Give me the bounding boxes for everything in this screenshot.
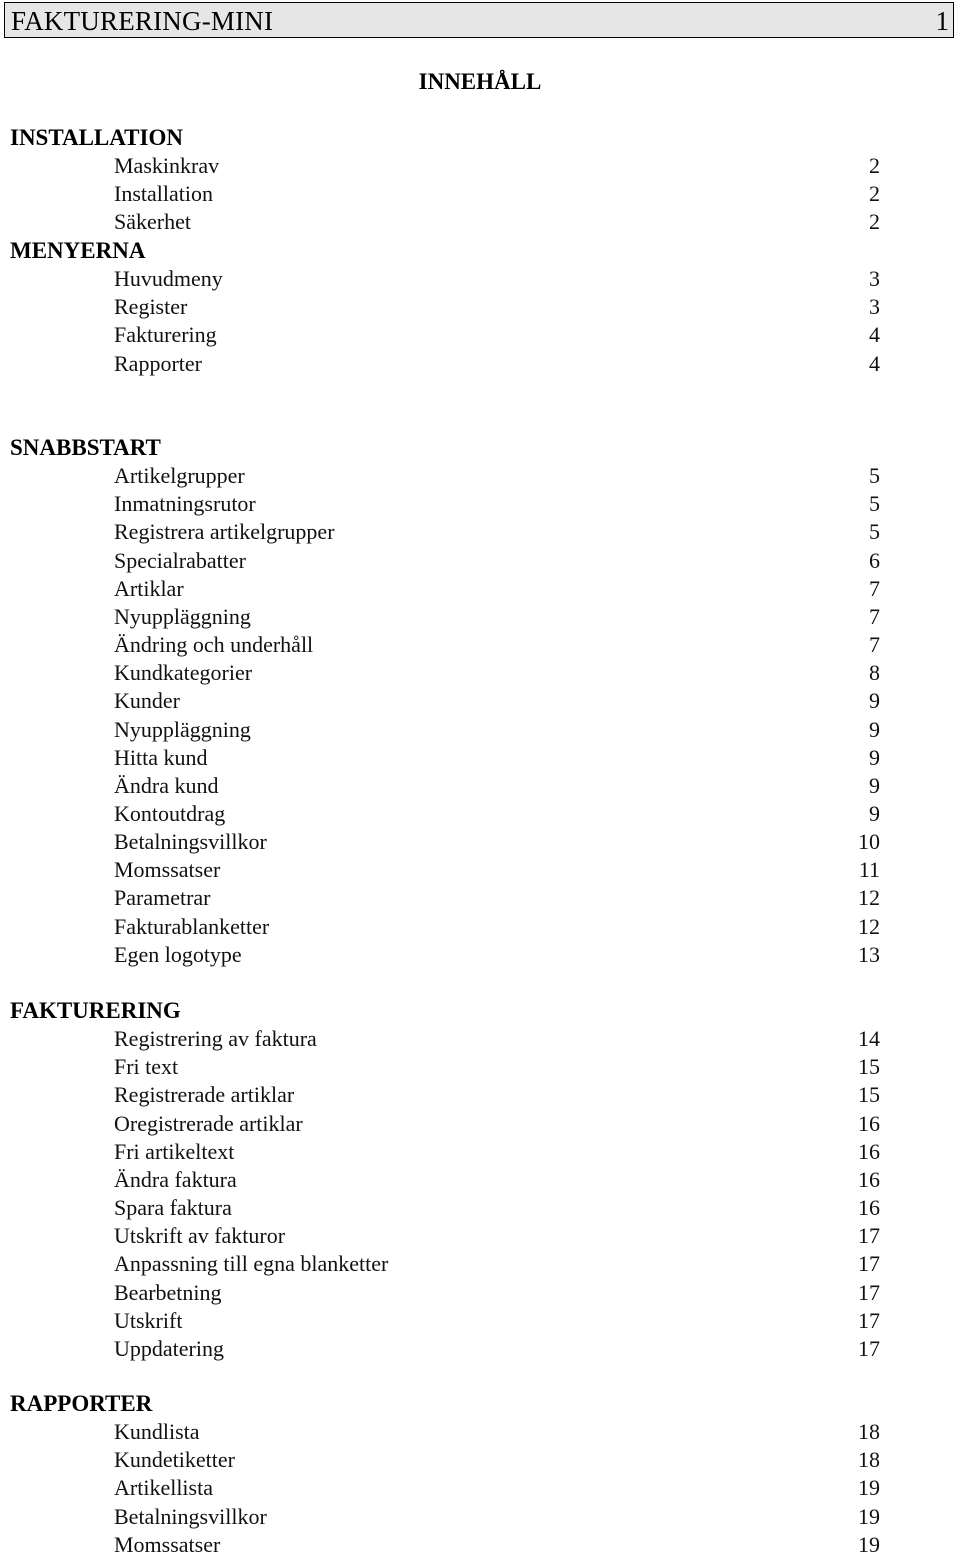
toc-entry-page: 15 [858, 1054, 880, 1080]
toc-entry [0, 1446, 960, 1474]
toc-entry-page: 3 [869, 266, 880, 292]
toc-entry [0, 1279, 960, 1307]
toc-entry-page: 10 [858, 829, 880, 855]
toc-entry-page: 9 [869, 716, 880, 742]
toc-entry-label: Bearbetning [114, 1279, 222, 1305]
toc-section [0, 997, 960, 1025]
toc-entry-label: Kundkategorier [114, 660, 253, 686]
toc-entry-page: 9 [869, 688, 880, 714]
toc-entry-page: 12 [858, 913, 880, 939]
toc-entry [0, 293, 960, 321]
toc-entry-page: 18 [858, 1419, 880, 1445]
toc-entry-page: 5 [869, 463, 880, 489]
toc-entry [0, 1166, 960, 1194]
toc-entry-label: Fakturablanketter [114, 913, 270, 939]
toc-entry-label: Ändra faktura [114, 1166, 237, 1192]
toc-entry-label: Artikellista [114, 1475, 213, 1501]
toc-entry-label: Maskinkrav [114, 153, 220, 179]
toc-entry-page: 4 [869, 350, 880, 376]
toc-entry-page: 7 [869, 632, 880, 658]
toc-entry-label: Säkerhet [114, 209, 191, 235]
toc-entry [0, 1250, 960, 1278]
toc-entry-page: 9 [869, 772, 880, 798]
toc-entry [0, 547, 960, 575]
toc-entry-label: Registrering av faktura [114, 1026, 317, 1052]
toc-section-title: RAPPORTER [10, 1391, 153, 1416]
toc-entry-label: Betalningsvillkor [114, 1503, 267, 1529]
toc-entry-label: Ändra kund [114, 772, 219, 798]
toc-section-title: MENYERNA [10, 238, 146, 263]
toc-entry-label: Utskrift [114, 1307, 183, 1333]
toc-entry-label: Inmatningsrutor [114, 491, 256, 517]
toc-entry-label: Hitta kund [114, 744, 208, 770]
toc-entry [0, 941, 960, 969]
toc-entry-label: Fakturering [114, 322, 217, 348]
toc-entry [0, 828, 960, 856]
toc-entry-page: 17 [858, 1279, 880, 1305]
toc-entry [0, 265, 960, 293]
toc-entry [0, 884, 960, 912]
toc-entry-label: Kontoutdrag [114, 800, 226, 826]
toc-entry-label: Betalningsvillkor [114, 829, 267, 855]
toc-entry [0, 716, 960, 744]
toc-entry-page: 2 [869, 209, 880, 235]
toc-entry-label: Specialrabatter [114, 547, 246, 573]
toc-entry-label: Registrera artikelgrupper [114, 519, 335, 545]
page-header [4, 2, 954, 38]
toc-entry-page: 17 [858, 1335, 880, 1361]
page-number: 1 [935, 6, 949, 36]
toc-entry-label: Registrerade artiklar [114, 1082, 295, 1108]
toc-entry [0, 208, 960, 236]
toc-entry [0, 575, 960, 603]
toc-entry [0, 1138, 960, 1166]
toc-entry-label: Nyuppläggning [114, 716, 251, 742]
toc-entry-page: 16 [858, 1138, 880, 1164]
toc-entry-label: Kunder [114, 688, 180, 714]
toc-entry-page: 19 [858, 1475, 880, 1501]
toc-entry [0, 490, 960, 518]
toc-entry [0, 1081, 960, 1109]
toc-entry-label: Parametrar [114, 885, 211, 911]
toc-entry [0, 1474, 960, 1502]
toc-entry-page: 17 [858, 1251, 880, 1277]
toc-entry-label: Huvudmeny [114, 266, 223, 292]
toc-entry [0, 350, 960, 378]
toc-entry-page: 4 [869, 322, 880, 348]
toc-entry [0, 772, 960, 800]
toc-entry [0, 913, 960, 941]
toc-section [0, 1390, 960, 1418]
toc-entry-page: 2 [869, 181, 880, 207]
toc-entry [0, 659, 960, 687]
toc-entry-page: 17 [858, 1307, 880, 1333]
toc-entry-label: Uppdatering [114, 1335, 224, 1361]
toc-entry-label: Nyuppläggning [114, 603, 251, 629]
toc-entry-page: 9 [869, 744, 880, 770]
toc-entry [0, 1531, 960, 1559]
toc-entry [0, 1503, 960, 1531]
toc-entry-label: Rapporter [114, 350, 202, 376]
toc-entry-page: 12 [858, 885, 880, 911]
toc-entry-page: 11 [858, 857, 880, 883]
toc-heading: INNEHÅLL [418, 69, 542, 94]
toc-entry-label: Anpassning till egna blanketter [114, 1251, 389, 1277]
toc-entry-label: Artikelgrupper [114, 463, 245, 489]
toc-entry-label: Oregistrerade artiklar [114, 1110, 303, 1136]
toc-entry [0, 1110, 960, 1138]
toc-entry [0, 321, 960, 349]
toc-entry [0, 603, 960, 631]
toc-entry [0, 1335, 960, 1363]
toc-entry [0, 518, 960, 546]
toc-entry [0, 1025, 960, 1053]
toc-entry [0, 180, 960, 208]
toc-entry [0, 800, 960, 828]
toc-entry-page: 18 [858, 1447, 880, 1473]
toc-entry-page: 16 [858, 1195, 880, 1221]
toc-entry-label: Utskrift av fakturor [114, 1223, 286, 1249]
toc-entry-page: 19 [858, 1503, 880, 1529]
toc-section-title: FAKTURERING [10, 998, 181, 1023]
toc-entry-page: 15 [858, 1082, 880, 1108]
toc-entry-label: Fri text [114, 1054, 179, 1080]
toc-entry-label: Artiklar [114, 575, 184, 601]
toc-entry [0, 462, 960, 490]
toc-entry-page: 6 [869, 547, 880, 573]
toc-entry-label: Spara faktura [114, 1195, 232, 1221]
toc-entry [0, 1194, 960, 1222]
toc-entry-page: 14 [858, 1026, 880, 1052]
toc-entry-label: Egen logotype [114, 941, 242, 967]
toc-entry-label: Momssatser [114, 1531, 221, 1557]
toc-entry [0, 1418, 960, 1446]
toc-entry-label: Installation [114, 181, 213, 207]
toc-entry-page: 7 [869, 575, 880, 601]
toc-entry-page: 7 [869, 603, 880, 629]
toc-entry-page: 8 [869, 660, 880, 686]
toc-entry-label: Kundetiketter [114, 1447, 235, 1473]
toc-entry-page: 2 [869, 153, 880, 179]
toc-entry [0, 856, 960, 884]
toc-entry [0, 744, 960, 772]
document-title: FAKTURERING-MINI [11, 6, 274, 36]
toc-section [0, 124, 960, 152]
toc-entry-page: 19 [858, 1531, 880, 1557]
toc-entry-page: 16 [858, 1166, 880, 1192]
toc-section [0, 434, 960, 462]
toc-entry [0, 1222, 960, 1250]
toc-entry [0, 1053, 960, 1081]
toc-entry-page: 9 [869, 800, 880, 826]
toc-entry-label: Momssatser [114, 857, 221, 883]
toc-section-title: INSTALLATION [10, 125, 183, 150]
toc-entry-page: 5 [869, 519, 880, 545]
toc-entry [0, 1307, 960, 1335]
toc-entry-page: 5 [869, 491, 880, 517]
toc-entry-page: 16 [858, 1110, 880, 1136]
toc-section-title: SNABBSTART [10, 435, 161, 460]
toc-entry [0, 631, 960, 659]
toc-entry-page: 17 [858, 1223, 880, 1249]
toc-section [0, 237, 960, 265]
toc-entry-page: 3 [869, 294, 880, 320]
toc-entry-label: Register [114, 294, 188, 320]
toc-entry-label: Fri artikeltext [114, 1138, 235, 1164]
toc-entry-page: 13 [858, 941, 880, 967]
toc-entry [0, 152, 960, 180]
toc-entry [0, 687, 960, 715]
toc-entry-label: Kundlista [114, 1419, 200, 1445]
toc-entry-label: Ändring och underhåll [114, 632, 314, 658]
